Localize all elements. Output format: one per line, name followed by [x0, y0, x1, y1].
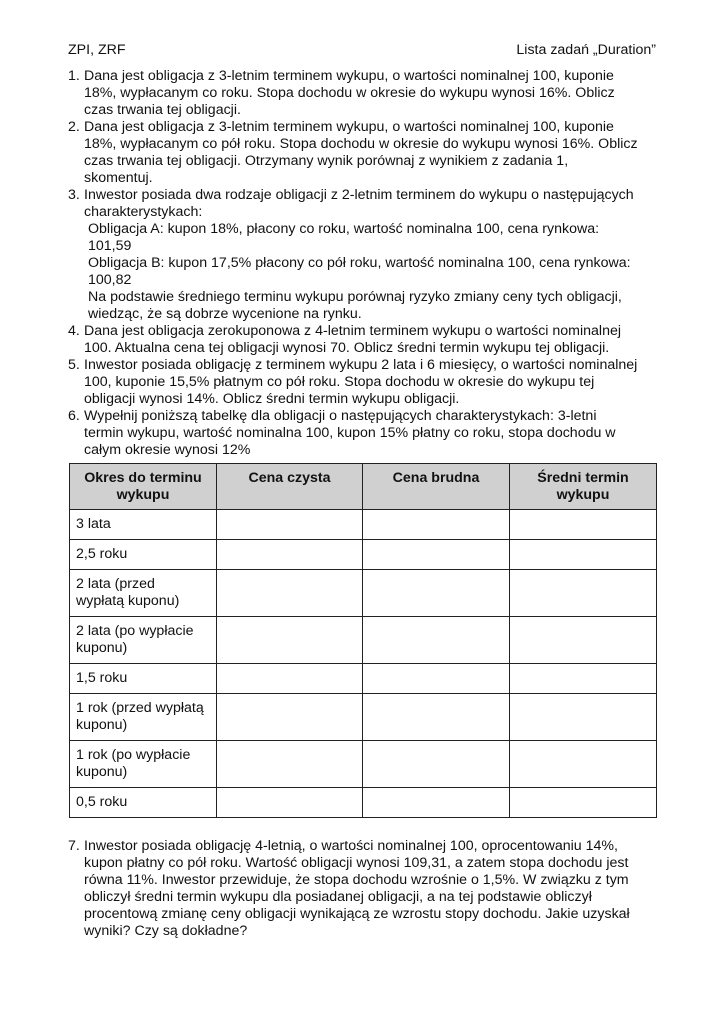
table-row [70, 540, 657, 570]
duration-cell [510, 694, 657, 741]
table-row [70, 617, 657, 664]
task-line: obliczył średni termin wykupu dla posiadanej obligacji, a na tej podstawie obliczył [84, 889, 592, 905]
dirty-price-cell [363, 741, 510, 788]
task-number: 1. [68, 68, 80, 84]
period-cell: 1 rok (przed wypłatą kuponu) [70, 694, 217, 741]
task-line: Dana jest obligacja z 3-letnim terminem wykupu, o wartości nominalnej 100, kuponie [84, 119, 614, 135]
task-line: 100, kuponie 15,5% płatnym co pół roku. Stopa dochodu w okresie do wykupu tej [84, 374, 595, 390]
task-line: 100. Aktualna cena tej obligacji wynosi 70. Oblicz średni termin wykupu tej obligacji. [84, 340, 610, 356]
header-clean-price: Cena czysta [217, 464, 363, 510]
header-period: Okres do terminu wykupu [70, 464, 217, 510]
period-cell: 1,5 roku [70, 664, 217, 694]
task-line: czas trwania tej obligacji. [84, 102, 241, 118]
task-line: procentową zmianę ceny obligacji wynikającą ze wzrostu stopy dochodu. Jakie uzyskał [84, 906, 630, 922]
task-number: 4. [68, 323, 80, 339]
task-subline: 100,82 [88, 272, 132, 288]
task-line: Inwestor posiada obligację z terminem wykupu 2 lata i 6 miesięcy, o wartości nominalnej [84, 357, 638, 373]
period-cell: 3 lata [70, 510, 217, 540]
task-line: całym okresie wynosi 12% [84, 442, 251, 458]
task-line: Dana jest obligacja zerokuponowa z 4-letnim terminem wykupu o wartości nominalnej [84, 323, 622, 339]
period-cell: 2,5 roku [70, 540, 217, 570]
duration-table [69, 463, 657, 818]
table-row [70, 741, 657, 788]
duration-cell [510, 540, 657, 570]
task-line: Dana jest obligacja z 3-letnim terminem wykupu, o wartości nominalnej 100, kuponie [84, 68, 614, 84]
task-number: 7. [68, 838, 80, 854]
period-cell: 1 rok (po wypłacie kuponu) [70, 741, 217, 788]
dirty-price-cell [363, 570, 510, 617]
task-number: 5. [68, 357, 80, 373]
duration-cell [510, 570, 657, 617]
duration-cell [510, 741, 657, 788]
task-line: czas trwania tej obligacji. Otrzymany wynik porównaj z wynikiem z zadania 1, [84, 153, 569, 169]
task-line: skomentuj. [84, 170, 153, 186]
task-4 [68, 323, 658, 357]
clean-price-cell [217, 510, 363, 540]
table-row [70, 694, 657, 741]
task-7-body [68, 838, 658, 940]
task-number: 6. [68, 408, 80, 424]
task-line: Inwestor posiada dwa rodzaje obligacji z 2-letnim terminem do wykupu o następujących [84, 187, 634, 203]
task-subline: Obligacja A: kupon 18%, płacony co roku, wartość nominalna 100, cena rynkowa: [88, 221, 600, 237]
dirty-price-cell [363, 788, 510, 818]
clean-price-cell [217, 570, 363, 617]
page-header [68, 42, 656, 59]
clean-price-cell [217, 741, 363, 788]
dirty-price-cell [363, 694, 510, 741]
course-code: ZPI, ZRF [68, 42, 126, 58]
task-2 [68, 119, 658, 187]
dirty-price-cell [363, 540, 510, 570]
header-dirty-price: Cena brudna [363, 464, 510, 510]
task-line: wyniki? Czy są dokładne? [84, 923, 248, 939]
period-cell: 0,5 roku [70, 788, 217, 818]
duration-cell [510, 510, 657, 540]
task-line: Wypełnij poniższą tabelkę dla obligacji o następujących charakterystykach: 3-letni [84, 408, 597, 424]
task-5 [68, 357, 658, 408]
task-subline: wiedząc, że są dobrze wycenione na rynku. [88, 306, 362, 322]
task-subline: Obligacja B: kupon 17,5% płacony co pół roku, wartość nominalna 100, cena rynkowa: [88, 255, 631, 271]
task-line: charakterystykach: [84, 204, 203, 220]
task-line: Inwestor posiada obligację 4-letnią, o wartości nominalnej 100, oprocentowaniu 14%, [84, 838, 618, 854]
clean-price-cell [217, 694, 363, 741]
task-line: równa 11%. Inwestor przewiduje, że stopa dochodu wzrośnie o 1,5%. W związku z tym [84, 872, 629, 888]
task-subline: 101,59 [88, 238, 132, 254]
task-3 [68, 187, 658, 323]
task-line: kupon płatny co pół roku. Wartość obligacji wynosi 109,31, a zatem stopa dochodu jest [84, 855, 629, 871]
dirty-price-cell [363, 664, 510, 694]
task-line: 18%, wypłacanym co pół roku. Stopa dochodu w okresie do wykupu wynosi 16%. Oblicz [84, 136, 638, 152]
duration-cell [510, 788, 657, 818]
task-line: 18%, wypłacanym co roku. Stopa dochodu w okresie do wykupu wynosi 16%. Oblicz [84, 85, 615, 101]
dirty-price-cell [363, 510, 510, 540]
task-line: termin wykupu, wartość nominalna 100, kupon 15% płatny co roku, stopa dochodu w [84, 425, 616, 441]
table-row [70, 570, 657, 617]
period-cell: 2 lata (po wypłacie kuponu) [70, 617, 217, 664]
task-1 [68, 68, 658, 119]
clean-price-cell [217, 617, 363, 664]
document-title: Lista zadań „Duration” [516, 42, 656, 58]
task-number: 3. [68, 187, 80, 203]
clean-price-cell [217, 788, 363, 818]
table-row [70, 788, 657, 818]
task-7 [68, 838, 658, 940]
duration-cell [510, 617, 657, 664]
dirty-price-cell [363, 617, 510, 664]
table-header-row [70, 464, 657, 510]
task-subline: Na podstawie średniego terminu wykupu porównaj ryzyko zmiany ceny tych obligacji, [88, 289, 622, 305]
task-6 [68, 408, 658, 459]
header-duration: Średni termin wykupu [510, 464, 657, 510]
period-cell: 2 lata (przed wypłatą kuponu) [70, 570, 217, 617]
table-row [70, 510, 657, 540]
clean-price-cell [217, 664, 363, 694]
table-row [70, 664, 657, 694]
task-number: 2. [68, 119, 80, 135]
duration-cell [510, 664, 657, 694]
task-list [68, 68, 658, 459]
task-line: obligacji wynosi 14%. Oblicz średni termin wykupu obligacji. [84, 391, 460, 407]
clean-price-cell [217, 540, 363, 570]
